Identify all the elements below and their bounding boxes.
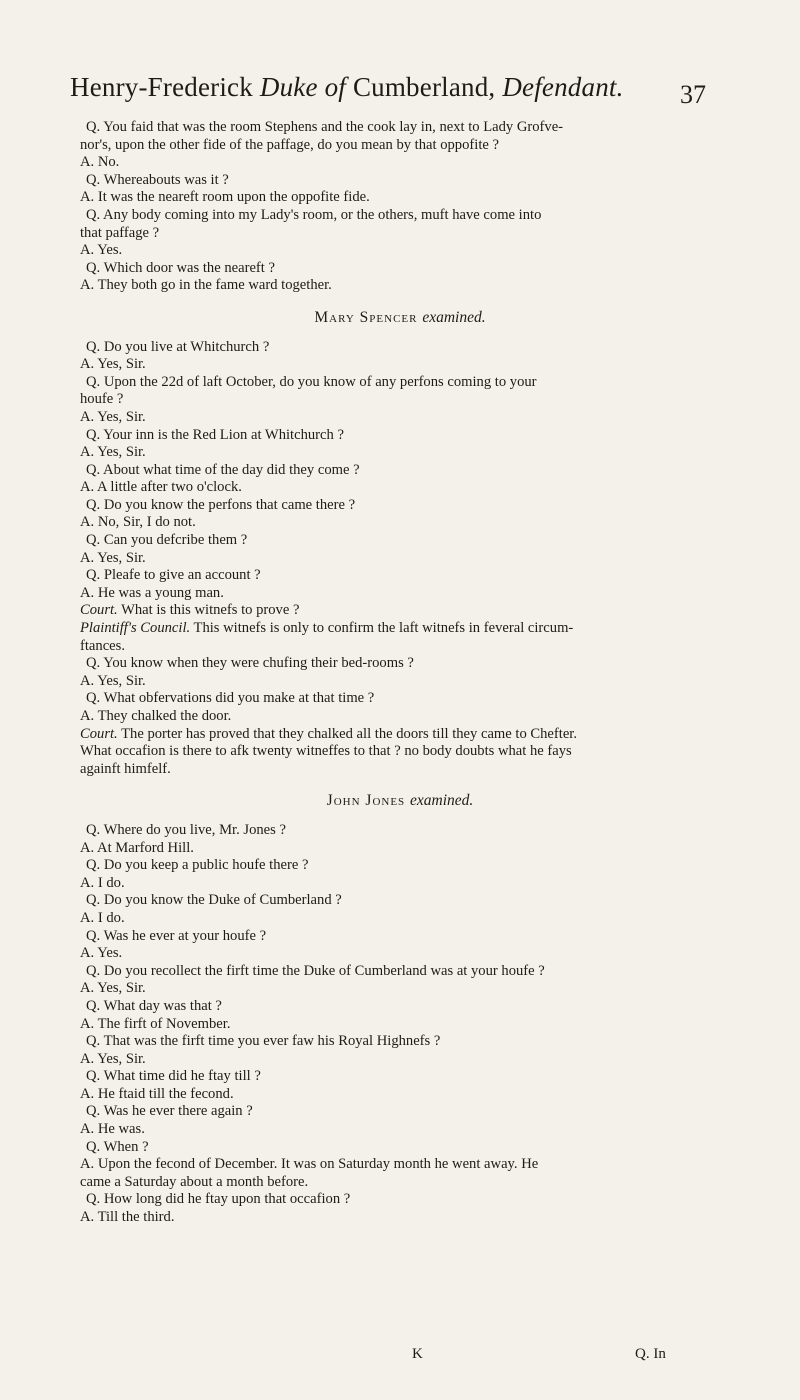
text-line: A. At Marford Hill. (80, 839, 194, 856)
heading-john-jones (80, 792, 720, 810)
text-line: that paffage ? (80, 224, 160, 241)
title-place: Cumberland, (346, 72, 503, 102)
text-line: Q. What time did he ftay till ? (86, 1068, 261, 1085)
running-header (70, 72, 720, 112)
text-line: Q. Any body coming into my Lady's room, or the others, muft have come into (86, 206, 542, 223)
text-line: Q. Your inn is the Red Lion at Whitchurch ? (86, 426, 344, 443)
text-line: A. Yes, Sir. (80, 1050, 146, 1067)
page-body (80, 119, 720, 1227)
page-number: 37 (680, 80, 706, 109)
speaker-label: Plaintiff's Council. (80, 620, 191, 637)
spencer-examination (80, 339, 720, 779)
catchword: Q. In (635, 1346, 666, 1362)
speaker-label: Court. (80, 725, 118, 742)
text-line: A. Yes, Sir. (80, 980, 146, 997)
remark-text: What is this witnefs to prove ? (117, 602, 300, 619)
text-line: Q. Was he ever at your houfe ? (86, 927, 267, 944)
jones-examination (80, 822, 720, 1227)
text-line: Q. Where do you live, Mr. Jones ? (86, 821, 286, 838)
heading-mary-spencer (80, 309, 720, 327)
text-line: Q. When ? (86, 1138, 149, 1155)
counsel-remark (80, 620, 720, 638)
text-line: Q. Do you know the Duke of Cumberland ? (86, 892, 342, 909)
text-line: A. It was the neareft room upon the oppofite fide. (80, 189, 370, 206)
court-remark (80, 602, 720, 620)
text-line: Q. Whereabouts was it ? (86, 171, 229, 188)
text-line: Q. Which door was the neareft ? (86, 259, 275, 276)
text-line: nor's, upon the other fide of the paffage, do you mean by that oppofite ? (80, 136, 499, 153)
text-line: Q. Can you defcribe them ? (86, 532, 248, 549)
page-footer (80, 1346, 720, 1368)
witness-name: John Jones (326, 792, 406, 810)
court-remark (80, 726, 720, 744)
examined-label: examined. (410, 792, 474, 810)
text-line: A. Till the third. (80, 1209, 175, 1226)
text-line: came a Saturday about a month before. (80, 1173, 309, 1190)
title-prefix: Henry-Frederick (70, 72, 260, 102)
text-line: Q. You know when they were chufing their bed-rooms ? (86, 655, 414, 672)
title-role: Defendant. (502, 72, 624, 102)
text-line: Q. How long did he ftay upon that occafion ? (86, 1191, 351, 1208)
text-line: A. Yes. (80, 945, 123, 962)
examination-continued (80, 119, 720, 295)
text-line: A. Yes, Sir. (80, 444, 146, 461)
text-line: Q. What obfervations did you make at that time ? (86, 690, 375, 707)
text-line: houfe ? (80, 391, 124, 408)
text-line: A. The firft of November. (80, 1015, 231, 1032)
text-line: A. He was. (80, 1121, 145, 1138)
text-line: A. They both go in the fame ward together. (80, 277, 332, 294)
text-line: A. Yes, Sir. (80, 408, 146, 425)
running-title (70, 72, 624, 102)
text-line: Q. Pleafe to give an account ? (86, 567, 261, 584)
text-line: Q. What day was that ? (86, 997, 222, 1014)
speaker-label: Court. (80, 602, 118, 619)
text-line: A. Yes. (80, 242, 123, 259)
text-line: A. Yes, Sir. (80, 549, 146, 566)
text-line: Q. About what time of the day did they come ? (86, 461, 360, 478)
text-line: A. No, Sir, I do not. (80, 514, 196, 531)
text-line: ftances. (80, 637, 125, 654)
text-line: A. A little after two o'clock. (80, 479, 242, 496)
text-line: A. I do. (80, 874, 125, 891)
witness-name: Mary Spencer (314, 308, 418, 326)
signature-mark: K (412, 1346, 423, 1362)
text-line: A. Yes, Sir. (80, 672, 146, 689)
text-line: Q. Do you know the perfons that came there ? (86, 496, 356, 513)
text-line: Q. Do you keep a public houfe there ? (86, 857, 309, 874)
text-line: againft himfelf. (80, 760, 171, 777)
text-line: Q. Upon the 22d of laft October, do you know of any perfons coming to your (86, 373, 537, 390)
text-line: A. No. (80, 154, 120, 171)
text-line: A. He ftaid till the fecond. (80, 1085, 234, 1102)
text-line: A. They chalked the door. (80, 708, 232, 724)
text-line: What occafion is there to afk twenty witneffes to that ? no body doubts what he fays (80, 743, 572, 760)
text-line: A. I do. (80, 909, 125, 926)
remark-text: This witnefs is only to confirm the laft witnefs in feveral circum- (190, 620, 574, 637)
examined-label: examined. (422, 308, 486, 326)
text-line: Q. Do you recollect the firft time the Duke of Cumberland was at your houfe ? (86, 962, 545, 979)
text-line: Q. Do you live at Whitchurch ? (86, 338, 270, 355)
text-line: A. Yes, Sir. (80, 356, 146, 373)
remark-text: The porter has proved that they chalked all the doors till they came to Chefter. (117, 725, 578, 742)
text-line: A. He was a young man. (80, 584, 224, 601)
text-line: Q. That was the firft time you ever faw his Royal Highnefs ? (86, 1033, 441, 1050)
text-line: A. Upon the fecond of December. It was on Saturday month he went away. He (80, 1156, 539, 1173)
text-line: Q. Was he ever there again ? (86, 1103, 253, 1120)
text-line: Q. You faid that was the room Stephens and the cook lay in, next to Lady Grofve- (86, 119, 564, 135)
title-duke: Duke of (259, 72, 346, 102)
